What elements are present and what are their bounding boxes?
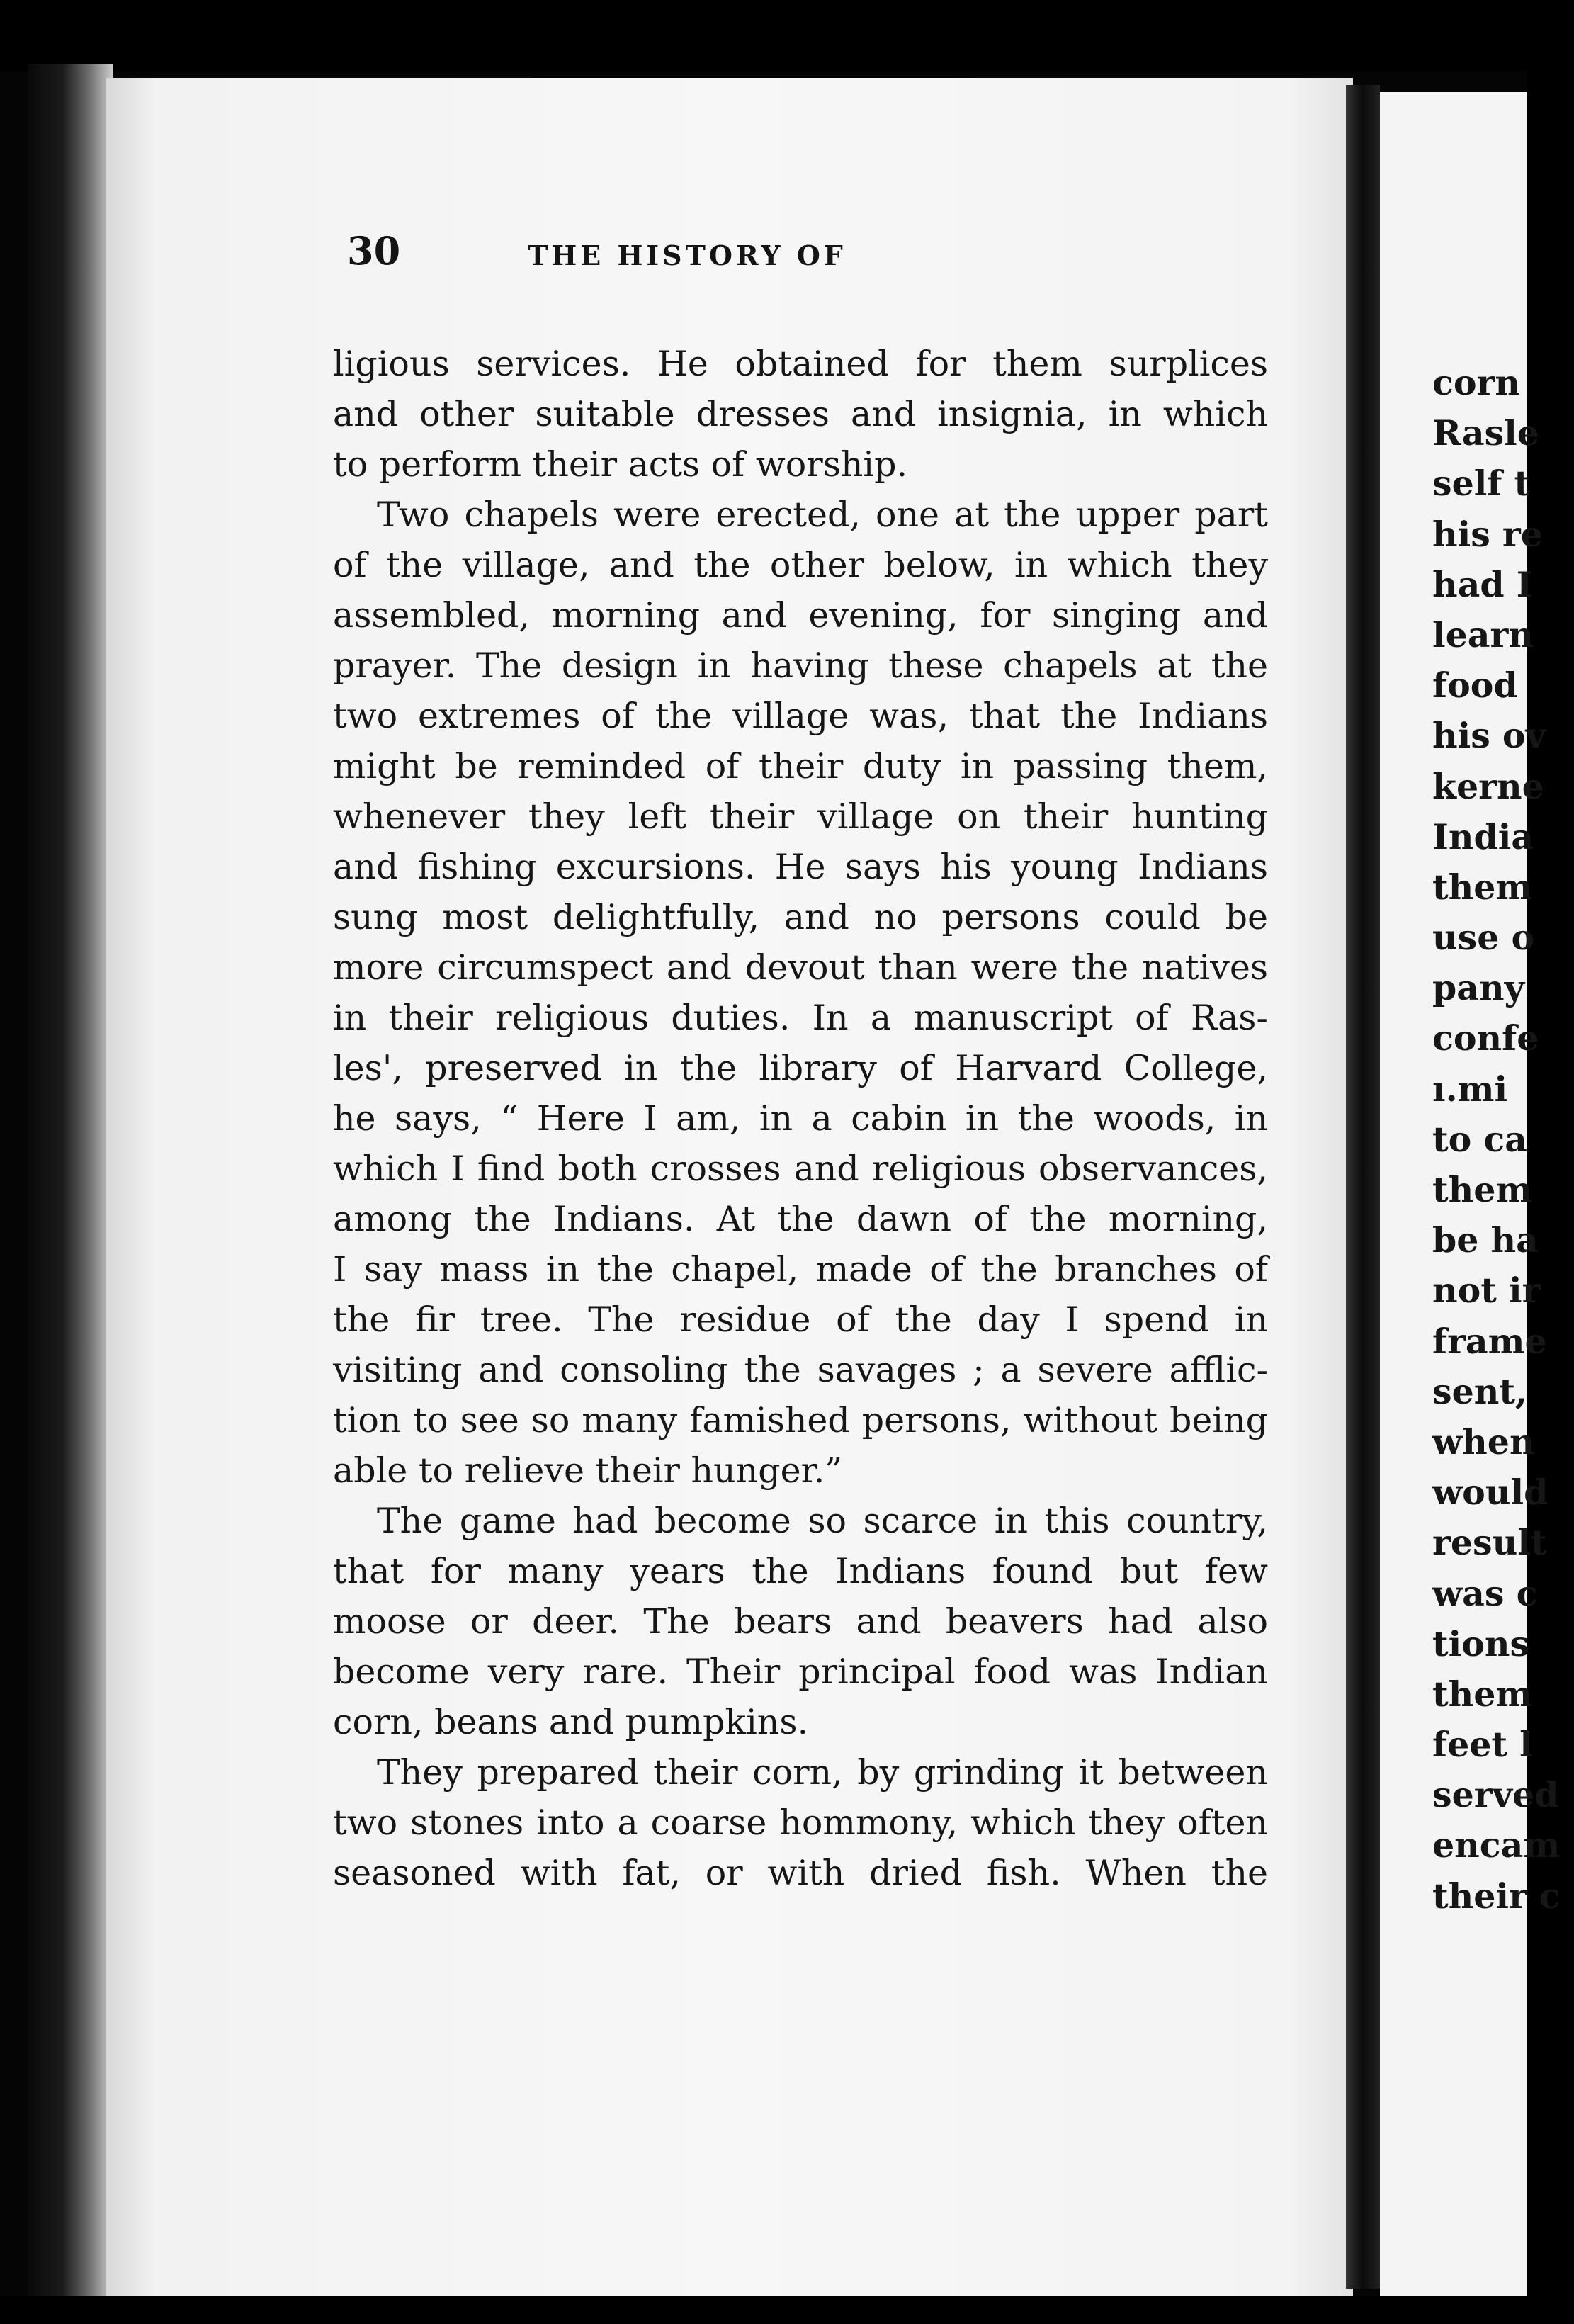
text-line: to perform their acts of worship.	[333, 444, 908, 485]
facing-page-line: kerne	[1432, 765, 1544, 807]
running-head: THE HISTORY OF	[528, 239, 847, 271]
facing-page-line: not ir	[1432, 1270, 1541, 1312]
scan-frame-top	[0, 0, 1527, 71]
facing-page-line: sent,	[1432, 1370, 1528, 1412]
text-line: The game had become so scarce in this country,	[377, 1501, 1268, 1541]
text-line: I say mass in the chapel, made of the branches of	[333, 1249, 1268, 1290]
text-line: might be reminded of their duty in passing them,	[333, 746, 1268, 786]
facing-page-line: his ov	[1432, 715, 1546, 757]
facing-page-line: India	[1432, 816, 1534, 857]
page-gutter	[1346, 85, 1380, 2289]
facing-page-line: their c	[1432, 1875, 1561, 1917]
text-line: more circumspect and devout than were the natives	[333, 947, 1268, 988]
text-line: the fir tree. The residue of the day I spend in	[333, 1299, 1268, 1340]
facing-page-line: his re	[1432, 513, 1543, 555]
facing-page-line: ı.mi	[1432, 1068, 1508, 1110]
facing-page-line: use o	[1432, 917, 1535, 959]
facing-page-line: corn	[1432, 362, 1520, 403]
facing-page-line: result	[1432, 1522, 1547, 1564]
text-line: assembled, morning and evening, for singing and	[333, 595, 1268, 636]
text-line: visiting and consoling the savages ; a severe afflic-	[333, 1350, 1268, 1390]
text-line: whenever they left their village on their hunting	[333, 796, 1268, 837]
facing-page-line: feet l	[1432, 1724, 1533, 1766]
facing-page-line: to ca	[1432, 1118, 1527, 1160]
text-line: seasoned with fat, or with dried fish. When the	[333, 1853, 1268, 1893]
page-number: 30	[347, 228, 401, 273]
facing-page-line: confe	[1432, 1017, 1539, 1059]
text-line: They prepared their corn, by grinding it between	[377, 1752, 1268, 1793]
facing-page-text	[1432, 358, 1574, 1922]
text-line: he says, “ Here I am, in a cabin in the woods, in	[333, 1098, 1268, 1139]
facing-page-line: encam	[1432, 1824, 1561, 1866]
facing-page-line: learn	[1432, 614, 1534, 655]
text-line: of the village, and the other below, in which they	[333, 545, 1268, 585]
text-line: prayer. The design in having these chapels at the	[333, 645, 1268, 686]
facing-page-line: self t	[1432, 463, 1531, 504]
text-line: tion to see so many famished persons, without being	[333, 1400, 1268, 1440]
facing-page-line: would	[1432, 1472, 1548, 1513]
facing-page-line: tions	[1432, 1623, 1530, 1664]
facing-page-line: pany	[1432, 967, 1525, 1009]
text-line: sung most delightfully, and no persons could be	[333, 897, 1268, 937]
facing-page-line: served	[1432, 1774, 1559, 1816]
facing-page-line: frame	[1432, 1320, 1547, 1362]
book-spine	[28, 64, 113, 2296]
text-line: moose or deer. The bears and beavers had also	[333, 1601, 1268, 1642]
text-line: ligious services. He obtained for them surplices	[333, 344, 1268, 384]
facing-page-line: when	[1432, 1421, 1535, 1462]
facing-page-line: be ha	[1432, 1219, 1539, 1261]
facing-page-line: them	[1432, 1673, 1533, 1715]
text-line: among the Indians. At the dawn of the morning,	[333, 1199, 1268, 1239]
text-line: and other suitable dresses and insignia, in which	[333, 394, 1268, 434]
text-line: that for many years the Indians found but few	[333, 1551, 1268, 1591]
text-line: les', preserved in the library of Harvard College,	[333, 1048, 1268, 1088]
text-line: corn, beans and pumpkins.	[333, 1702, 809, 1742]
facing-page-line: them	[1432, 1169, 1533, 1210]
text-line: Two chapels were erected, one at the upper part	[377, 495, 1268, 535]
facing-page-line: them	[1432, 866, 1533, 908]
text-line: able to relieve their hunger.”	[333, 1450, 843, 1491]
text-line: and fishing excursions. He says his young Indians	[333, 847, 1268, 887]
text-line: which I find both crosses and religious observances,	[333, 1149, 1268, 1189]
facing-page-line: food	[1432, 665, 1518, 706]
facing-page-line: Rasle	[1432, 412, 1539, 454]
text-line: two stones into a coarse hommony, which they often	[333, 1803, 1268, 1843]
facing-page-line: was c	[1432, 1572, 1538, 1614]
body-text	[333, 339, 1268, 1898]
text-line: two extremes of the village was, that the Indians	[333, 696, 1268, 736]
facing-page-line: had I	[1432, 563, 1533, 605]
scan-frame-bottom	[0, 2296, 1527, 2324]
text-line: in their religious duties. In a manuscript of Ras-	[333, 998, 1268, 1038]
text-line: become very rare. Their principal food was Indian	[333, 1652, 1268, 1692]
